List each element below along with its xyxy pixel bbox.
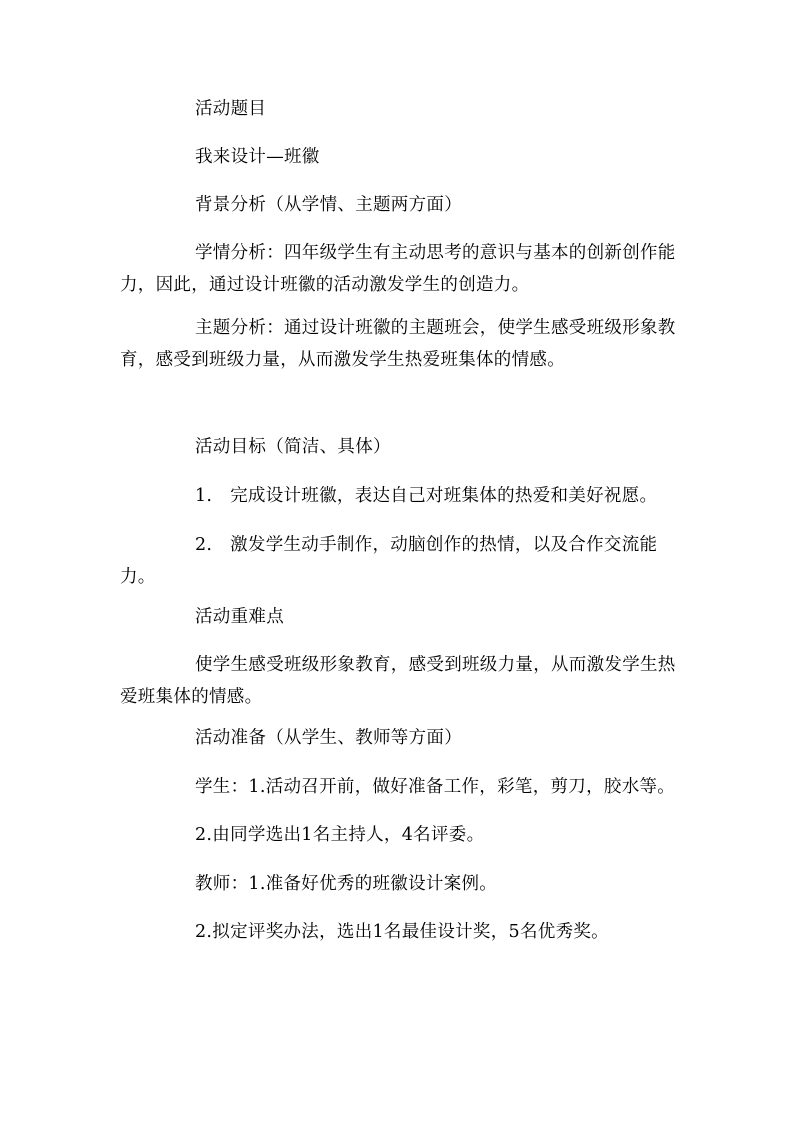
student-prep-item-2: 2.由同学选出1名主持人，4名评委。 bbox=[195, 825, 485, 845]
teacher-prep-item-2: 2.拟定评奖办法，选出1名最佳设计奖，5名优秀奖。 bbox=[195, 922, 609, 942]
paragraph-theme-analysis: 主题分析：通过设计班徽的主题班会，使学生感受班级形象教育，感受到班级力量，从而激发学生热爱班集体的情感。 bbox=[120, 318, 676, 370]
paragraph-key-difficulties: 使学生感受班级形象教育，感受到班级力量，从而激发学生热爱班集体的情感。 bbox=[120, 655, 676, 707]
goal-item-1: 1. 完成设计班徽，表达自己对班集体的热爱和美好祝愿。 bbox=[195, 486, 658, 506]
activity-title: 我来设计—班徽 bbox=[195, 147, 320, 167]
teacher-prep-item-1: 教师：1.准备好优秀的班徽设计案例。 bbox=[195, 874, 498, 894]
goal-item-2: 2. 激发学生动手制作，动脑创作的热情，以及合作交流能力。 bbox=[120, 535, 658, 587]
heading-activity-goals: 活动目标（简洁、具体） bbox=[195, 437, 391, 457]
heading-key-difficulties: 活动重难点 bbox=[195, 607, 284, 627]
paragraph-learner-analysis: 学情分析：四年级学生有主动思考的意识与基本的创新创作能力，因此，通过设计班徽的活动激发学生的创造力。 bbox=[120, 243, 676, 295]
heading-activity-preparation: 活动准备（从学生、教师等方面） bbox=[195, 728, 462, 748]
heading-activity-title-label: 活动题目 bbox=[195, 99, 267, 119]
student-prep-item-1: 学生：1.活动召开前，做好准备工作，彩笔，剪刀，胶水等。 bbox=[195, 777, 676, 797]
heading-background-analysis: 背景分析（从学情、主题两方面） bbox=[195, 195, 462, 215]
